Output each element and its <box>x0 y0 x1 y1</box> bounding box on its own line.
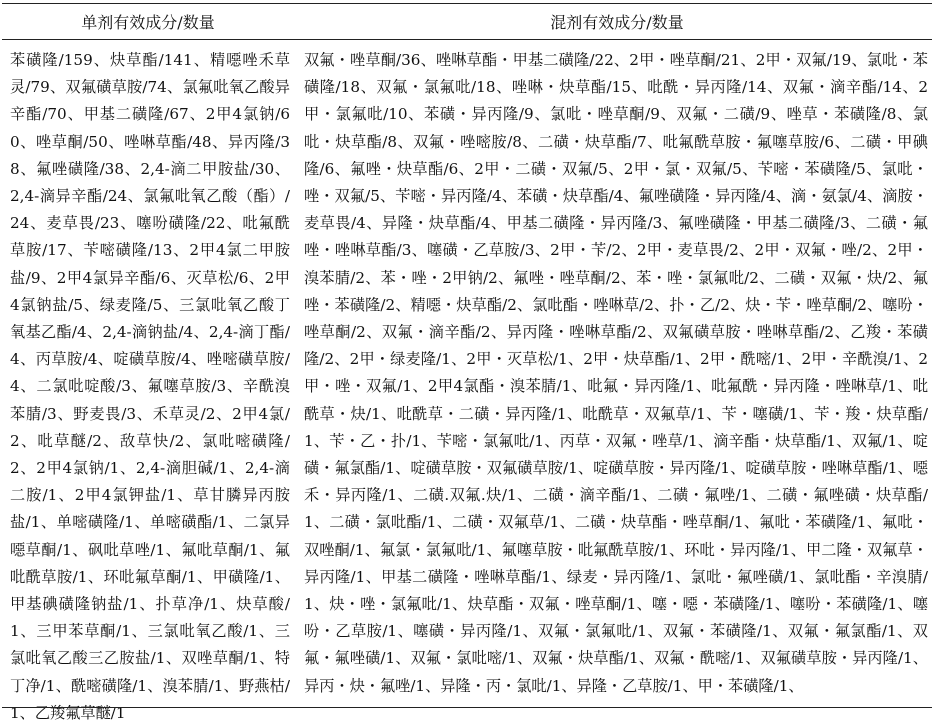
mixed-agent-list: 双氟・唑草酮/36、唑啉草酯・甲基二磺隆/22、2甲・唑草酮/21、2甲・双氟/19、氯吡・苯磺隆/18、双氟・氯氟吡/18、唑啉・炔草酯/15、吡酰・异丙隆/14、双氟・滴辛酯/14、2甲・氯氟吡/10、苯磺・异丙隆/9、氯吡・唑草酮/9、双氟・二磺/9、唑草・苯磺隆/8、氯吡・炔草酯/8、双氟・唑嘧胺/8、二磺・炔草酯/7、吡氟酰草胺・氟噻草胺/6、二磺・甲碘隆/6、氟唑・炔草酯/6、2甲・二磺・双氟/5、2甲・氯・双氟/5、苄嘧・苯磺隆/5、氯吡・唑・双氟/5、苄嘧・异丙隆/4、苯磺・炔草酯/4、氟唑磺隆・异丙隆/4、滴・氨氯/4、滴胺・麦草畏/4、异隆・炔草酯/4、甲基二磺隆・异丙隆/3、氟唑磺隆・甲基二磺隆/3、二磺・氟唑・唑啉草酯/3、噻磺・乙草胺/3、2甲・苄/2、2甲・麦草畏/2、2甲・双氟・唑/2、2甲・溴苯腈/2、苯・唑・2甲钠/2、氟唑・唑草酮/2、苯・唑・氯氟吡/2、二磺・双氟・炔/2、氟唑・苯磺隆/2、精噁・炔草酯/2、氯吡酯・唑啉草/2、扑・乙/2、炔・苄・唑草酮/2、噻吩・唑草酮/2、双氟・滴辛酯/2、异丙隆・唑啉草酯/2、双氟磺草胺・唑啉草酯/2、乙羧・苯磺隆/2、2甲・绿麦隆/1、2甲・灭草松/1、2甲・炔草酯/1、2甲・酰嘧/1、2甲・辛酰溴/1、2甲・唑・双氟/1、2甲4氯酯・溴苯腈/1、吡氟・异丙隆/1、吡氟酰・异丙隆・唑啉草/1、吡酰草・炔/1、吡酰草・二磺・异丙隆/1、吡酰草・双氟草/1、苄・噻磺/1、苄・羧・炔草酯/1、苄・乙・扑/1、苄嘧・氯氟吡/1、丙草・双氟・唑草/1、滴辛酯・炔草酯/1、双氟/1、啶磺・氟氯酯/1、啶磺草胺・双氟磺草胺/1、啶磺草胺・异丙隆/1、啶磺草胺・唑啉草酯/1、噁禾・异丙隆/1、二磺.双氟.炔/1、二磺・滴辛酯/1、二磺・氟唑/1、二磺・氟唑磺・炔草酯/1、二磺・氯吡酯/1、二磺・双氟草/1、二磺・炔草酯・唑草酮/1、氟吡・苯磺隆/1、氟吡・双唑酮/1、氟氯・氯氟吡/1、氟噻草胺・吡氟酰草胺/1、环吡・异丙隆/1、甲二隆・双氟草・异丙隆/1、甲基二磺隆・唑啉草酯/1、绿麦・异丙隆/1、氯吡・氟唑磺/1、氯吡酯・辛溴腈/1、炔・唑・氯氟吡/1、炔草酯・双氟・唑草酮/1、噻・噁・苯磺隆/1、噻吩・苯磺隆/1、噻吩・乙草胺/1、噻磺・异丙隆/1、双氟・氯氟吡/1、双氟・苯磺隆/1、双氟・氟氯酯/1、双氟・氟唑磺/1、双氟・氯吡嘧/1、双氟・炔草酯/1、双氟・酰嘧/1、双氟磺草胺・异丙隆/1、异丙・炔・氟唑/1、异隆・丙・氯吡/1、异隆・乙草胺/1、甲・苯磺隆/1、 <box>304 51 929 695</box>
header-single-agent: 单剂有效成分/数量 <box>81 13 215 32</box>
table-header-rule <box>2 39 932 40</box>
table-bottom-rule <box>2 707 932 708</box>
table-top-rule <box>2 3 932 4</box>
single-agent-list: 苯磺隆/159、炔草酯/141、精噁唑禾草灵/79、双氟磺草胺/74、氯氟吡氧乙酸异辛酯/70、甲基二磺隆/67、2甲4氯钠/60、唑草酮/50、唑啉草酯/48、异丙隆/38、氟唑磺隆/38、2,4-滴二甲胺盐/30、2,4-滴异辛酯/24、氯氟吡氧乙酸（酯）/24、麦草畏/23、噻吩磺隆/22、吡氟酰草胺/17、苄嘧磺隆/13、2甲4氯二甲胺盐/9、2甲4氯异辛酯/6、灭草松/6、2甲4氯钠盐/5、绿麦隆/5、三氯吡氧乙酸丁氧基乙酯/4、2,4-滴钠盐/4、2,4-滴丁酯/4、丙草胺/4、啶磺草胺/4、唑嘧磺草胺/4、二氯吡啶酸/3、氟噻草胺/3、辛酰溴苯腈/3、野麦畏/3、禾草灵/2、2甲4氯/2、吡草醚/2、敌草快/2、氯吡嘧磺隆/2、2甲4氯钠/1、2,4-滴胆碱/1、2,4-滴二胺/1、2甲4氯钾盐/1、草甘膦异丙胺盐/1、单嘧磺隆/1、单嘧磺酯/1、二氯异噁草酮/1、砜吡草唑/1、氟吡草酮/1、氟吡酰草胺/1、环吡氟草酮/1、甲磺隆/1、甲基碘磺隆钠盐/1、扑草净/1、炔草酸/1、三甲苯草酮/1、三氯吡氧乙酸/1、三氯吡氧乙酸三乙胺盐/1、双唑草酮/1、特丁净/1、酰嘧磺隆/1、溴苯腈/1、野燕枯/1、乙羧氟草醚/1 <box>10 51 290 722</box>
herbicide-ingredients-table <box>2 3 932 722</box>
header-mixed-agent: 混剂有效成分/数量 <box>550 13 684 32</box>
